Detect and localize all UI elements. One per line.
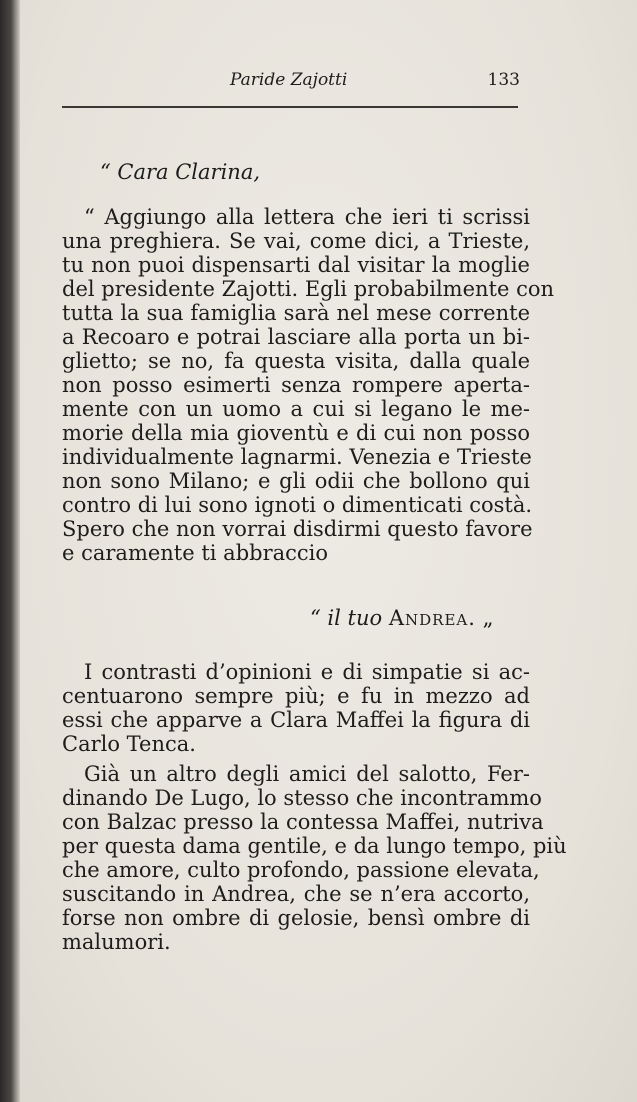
letter-line: e caramente ti abbraccio	[62, 541, 329, 565]
page-number: 133	[487, 70, 520, 90]
paragraph-line: dinando De Lugo, lo stesso che incontrammo	[62, 786, 542, 810]
paragraph-line: Già un altro degli amici del salotto, Fer-	[84, 762, 530, 786]
paragraph-line: essi che apparve a Clara Maffei la figura di	[62, 708, 530, 732]
letter-line: tutta la sua famiglia sarà nel mese corrente	[62, 301, 530, 325]
paragraph-line: forse non ombre di gelosie, bensì ombre di	[62, 906, 530, 930]
letter-line: tu non puoi dispensarti dal visitar la moglie	[62, 253, 530, 277]
signature-suffix: „	[482, 606, 494, 630]
letter-line: “ Aggiungo alla lettera che ieri ti scrissi	[84, 205, 530, 229]
paragraph-line: con Balzac presso la contessa Maffei, nutriva	[62, 810, 544, 834]
letter-salutation: “ Cara Clarina,	[100, 160, 261, 184]
letter-line: non sono Milano; e gli odii che bollono qui	[62, 469, 530, 493]
signature-prefix: “ il tuo	[310, 606, 383, 630]
letter-line: una preghiera. Se vai, come dici, a Trieste,	[62, 229, 530, 253]
page-header	[60, 70, 520, 100]
letter-line: morie della mia gioventù e di cui non posso	[62, 421, 530, 445]
paragraph-line: per questa dama gentile, e da lungo tempo, più	[62, 834, 567, 858]
paragraph-line: malumori.	[62, 930, 171, 954]
letter-line: non posso esimerti senza rompere aperta-	[62, 373, 530, 397]
letter-line: del presidente Zajotti. Egli probabilmente con	[62, 277, 554, 301]
paragraph-line: Carlo Tenca.	[62, 732, 196, 756]
letter-line: contro di lui sono ignoti o dimenticati costà.	[62, 493, 533, 517]
running-title: Paride Zajotti	[230, 70, 348, 90]
signature-name: Andrea.	[388, 606, 476, 630]
paragraph-line: suscitando in Andrea, che se n’era accorto,	[62, 882, 530, 906]
book-spine-shadow	[0, 0, 20, 1102]
letter-line: a Recoaro e potrai lasciare alla porta un bi-	[62, 325, 530, 349]
letter-body	[62, 205, 554, 565]
letter-line: individualmente lagnarmi. Venezia e Trieste	[62, 445, 532, 469]
paragraph-line: centuarono sempre più; e fu in mezzo ad	[62, 684, 530, 708]
header-rule	[62, 106, 518, 108]
paragraph-1	[62, 660, 530, 756]
paragraph-line: I contrasti d’opinioni e di simpatie si ac-	[84, 660, 530, 684]
letter-line: Spero che non vorrai disdirmi questo favore	[62, 517, 533, 541]
letter-line: mente con un uomo a cui si legano le me-	[62, 397, 530, 421]
paragraph-2	[62, 762, 567, 954]
letter-line: glietto; se no, fa questa visita, dalla quale	[62, 349, 530, 373]
paragraph-line: che amore, culto profondo, passione elevata,	[62, 858, 540, 882]
letter-signature	[310, 606, 493, 630]
